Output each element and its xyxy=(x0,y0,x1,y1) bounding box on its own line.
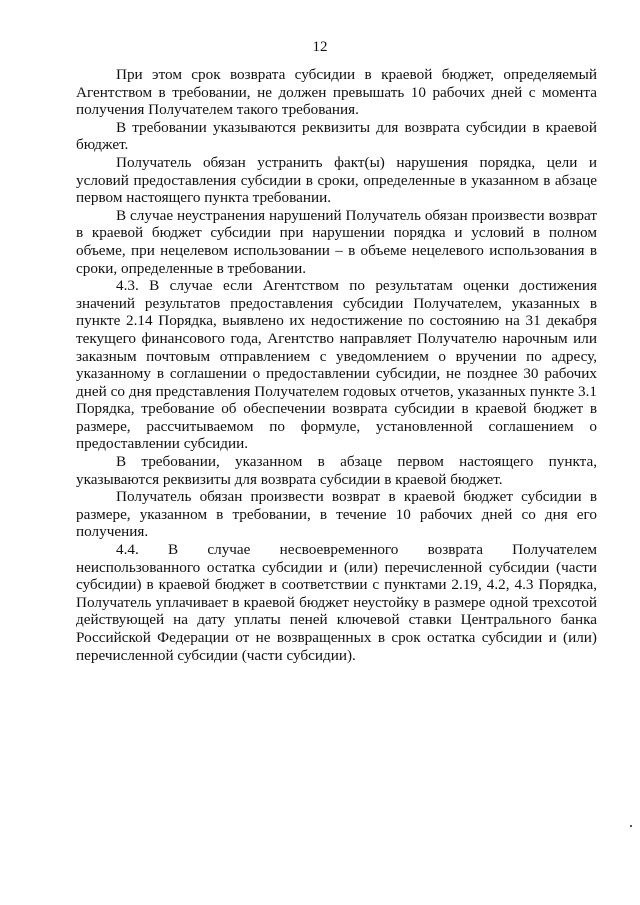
paragraph-failure-to-eliminate: В случае неустранения нарушений Получатель обязан произвести возврат в краевой бюджет субсидии при нарушении порядка и условий в полном объеме, при нецелевом использовании – в объеме нецелевого использования в сроки, определенные в требовании. xyxy=(76,206,597,277)
page-number: 12 xyxy=(312,39,328,55)
paragraph-4-3: 4.3. В случае если Агентством по результатам оценки достижения значений результатов предоставления субсидии Получателем, указанных в пункте 2.14 Порядка, выявлено их недостижение по состоянию на 31 декабря текущего финансового года, Агентство направляет Получателю нарочным или заказным почтовым отправлением с уведомлением о вручении по адресу, указанному в соглашении о предоставлении субсидии, не позднее 30 рабочих дней со дня представления Получателем годовых отчетов, указанных пункте 3.1 Порядка, требование об обеспечении возврата субсидии в краевой бюджет в размере, рассчитываемом по формуле, установленной соглашением о предоставлении субсидии. xyxy=(76,277,597,453)
paragraph-eliminate-violations: Получатель обязан устранить факт(ы) нарушения порядка, цели и условий предоставления субсидии в сроки, определенные в указанном в абзаце первом настоящего пункта требовании. xyxy=(76,153,597,207)
paragraph-4-3-refund: Получатель обязан произвести возврат в краевой бюджет субсидии в размере, указанном в требовании, в течение 10 рабочих дней со дня его получения. xyxy=(76,488,597,541)
document-body xyxy=(76,66,597,664)
paragraph-requisites: В требовании указываются реквизиты для возврата субсидии в краевой бюджет. xyxy=(76,118,597,154)
paragraph-4-4: 4.4. В случае несвоевременного возврата Получателем неиспользованного остатка субсидии и (или) перечисленной субсидии (части субсидии) в краевой бюджет в соответствии с пунктами 2.19, 4.2, 4.3 Порядка, Получатель уплачивает в краевой бюджет неустойку в размере одной трехсотой действующей на дату уплаты пеней ключевой ставки Центрального банка Российской Федерации от не возвращенных в срок остатка субсидии и (или) перечисленной субсидии (части субсидии). xyxy=(76,541,597,664)
paragraph-4-3-requisites: В требовании, указанном в абзаце первом настоящего пункта, указываются реквизиты для возврата субсидии в краевой бюджет. xyxy=(76,453,597,488)
scan-artifact xyxy=(630,825,632,827)
paragraph-refund-deadline: При этом срок возврата субсидии в краевой бюджет, определяемый Агентством в требовании, не должен превышать 10 рабочих дней с момента получения Получателем такого требования. xyxy=(76,66,597,119)
